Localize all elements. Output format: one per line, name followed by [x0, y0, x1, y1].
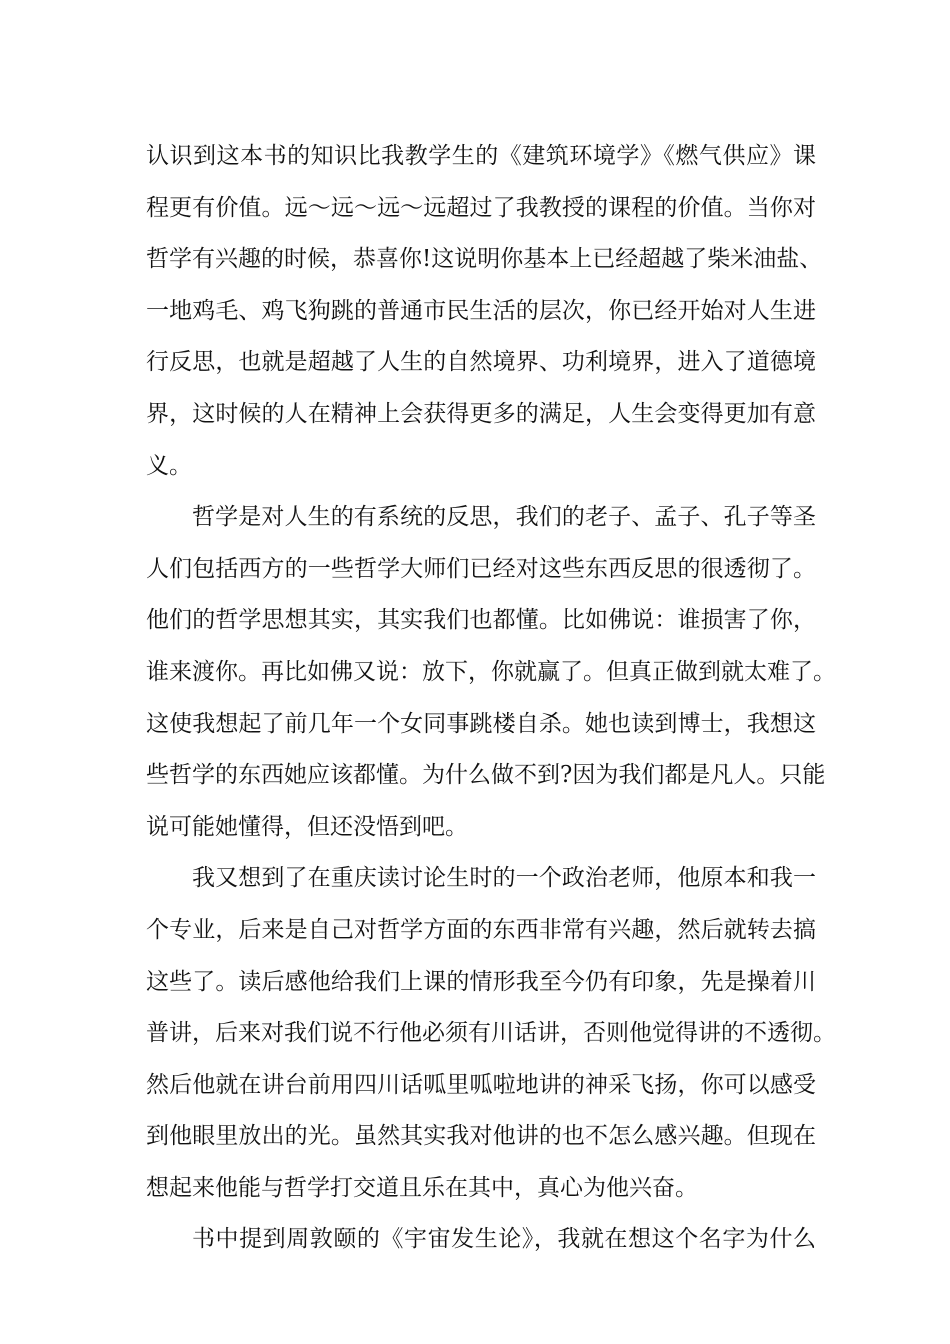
document-body-text — [146, 131, 836, 1266]
text-line: 一地鸡毛、鸡飞狗跳的普通市民生活的层次，你已经开始对人生进 — [146, 297, 816, 324]
text-line: 个专业，后来是自己对哲学方面的东西非常有兴趣，然后就转去搞 — [146, 916, 816, 943]
text-line: 这使我想起了前几年一个女同事跳楼自杀。她也读到博士，我想这 — [146, 710, 816, 737]
text-line: 说可能她懂得，但还没悟到吧。 — [146, 813, 468, 840]
text-line: 他们的哲学思想其实，其实我们也都懂。比如佛说：谁损害了你， — [146, 607, 816, 634]
text-line: 我又想到了在重庆读讨论生时的一个政治老师，他原本和我一 — [192, 865, 816, 892]
text-line: 认识到这本书的知识比我教学生的《建筑环境学》《燃气供应》课 — [146, 143, 816, 169]
text-line: 普讲，后来对我们说不行他必须有川话讲，否则他觉得讲的不透彻。 — [146, 1020, 836, 1047]
text-line: 些哲学的东西她应该都懂。为什么做不到?因为我们都是凡人。只能 — [146, 762, 826, 789]
text-line: 书中提到周敦颐的《宇宙发生论》，我就在想这个名字为什么 — [192, 1226, 816, 1253]
text-line: 界，这时候的人在精神上会获得更多的满足，人生会变得更加有意 — [146, 400, 816, 427]
text-line: 行反思，也就是超越了人生的自然境界、功利境界，进入了道德境 — [146, 349, 816, 376]
text-line: 哲学有兴趣的时候，恭喜你!这说明你基本上已经超越了柴米油盐、 — [146, 246, 823, 273]
text-line: 人们包括西方的一些哲学大师们已经对这些东西反思的很透彻了。 — [146, 555, 816, 582]
text-line: 想起来他能与哲学打交道且乐在其中，真心为他兴奋。 — [146, 1174, 698, 1201]
text-line: 然后他就在讲台前用四川话呱里呱啦地讲的神采飞扬，你可以感受 — [146, 1071, 816, 1098]
text-line: 谁来渡你。再比如佛又说：放下，你就赢了。但真正做到就太难了。 — [146, 658, 836, 685]
text-line: 程更有价值。远～远～远～远超过了我教授的课程的价值。当你对 — [146, 194, 816, 221]
text-line: 哲学是对人生的有系统的反思，我们的老子、孟子、孔子等圣 — [192, 504, 816, 531]
text-line: 到他眼里放出的光。虽然其实我对他讲的也不怎么感兴趣。但现在 — [146, 1123, 816, 1150]
text-line: 这些了。读后感他给我们上课的情形我至今仍有印象，先是操着川 — [146, 968, 816, 995]
text-line: 义。 — [146, 452, 192, 479]
